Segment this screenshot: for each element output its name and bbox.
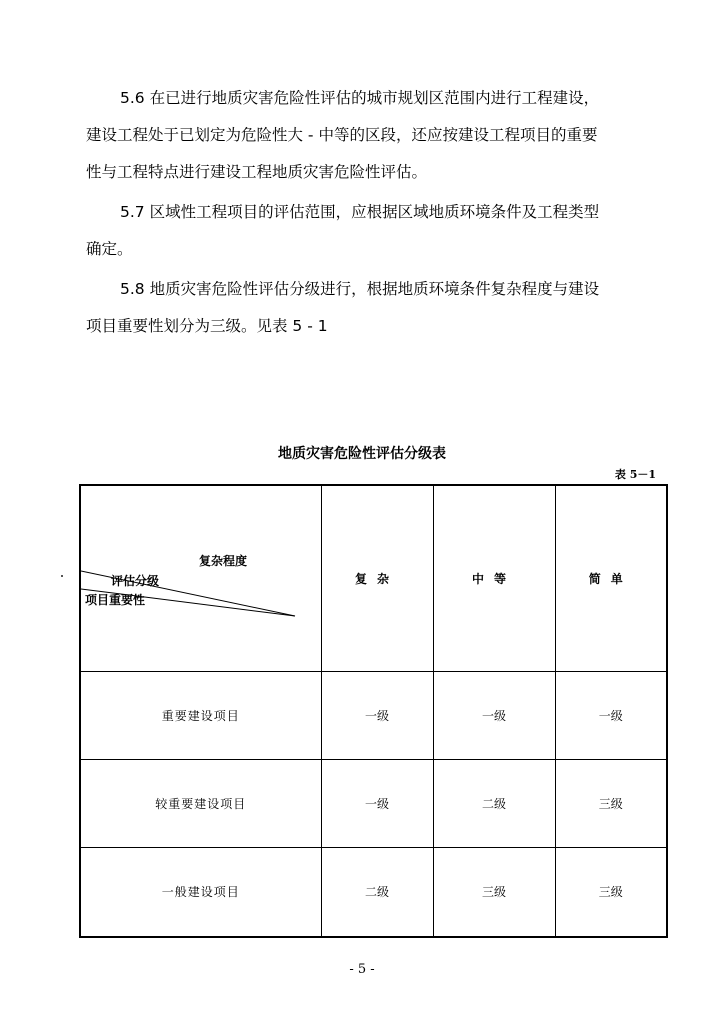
stray-mark bbox=[61, 575, 63, 577]
page-number: - 5 - bbox=[349, 962, 375, 977]
row-label: 较重要建设项目 bbox=[80, 759, 321, 847]
row-label: 重要建设项目 bbox=[80, 671, 321, 759]
table-number: 表 5－1 bbox=[614, 468, 656, 481]
paragraph-line: 5.8 地质灾害危险性评估分级进行，根据地质环境条件复杂程度与建设 bbox=[120, 280, 600, 298]
table-header-row bbox=[80, 485, 667, 671]
column-header-complex: 复杂 bbox=[321, 485, 433, 671]
corner-bottom-label: 项目重要性 bbox=[85, 593, 146, 607]
corner-middle-label: 评估分级 bbox=[111, 574, 160, 588]
grading-table bbox=[79, 484, 668, 938]
grade-cell: 三级 bbox=[433, 847, 555, 937]
grade-cell: 一级 bbox=[555, 671, 667, 759]
paragraph-line: 性与工程特点进行建设工程地质灾害危险性评估。 bbox=[86, 163, 428, 181]
grade-cell: 三级 bbox=[555, 759, 667, 847]
diagonal-header-cell bbox=[80, 485, 321, 671]
grade-cell: 三级 bbox=[555, 847, 667, 937]
paragraph-line: 5.6 在已进行地质灾害危险性评估的城市规划区范围内进行工程建设， bbox=[120, 89, 600, 107]
column-header-medium: 中等 bbox=[433, 485, 555, 671]
grade-cell: 一级 bbox=[321, 671, 433, 759]
table-caption: 地质灾害危险性评估分级表 bbox=[278, 446, 446, 462]
grade-cell: 二级 bbox=[433, 759, 555, 847]
paragraph-5-6 bbox=[86, 80, 658, 191]
grade-cell: 二级 bbox=[321, 847, 433, 937]
table-row bbox=[80, 759, 667, 847]
paragraph-line: 确定。 bbox=[86, 240, 133, 258]
column-header-simple: 简单 bbox=[555, 485, 667, 671]
paragraph-5-8 bbox=[86, 271, 658, 345]
paragraph-5-7 bbox=[86, 194, 658, 268]
paragraph-line: 建设工程处于已划定为危险性大 - 中等的区段，还应按建设工程项目的重要 bbox=[86, 126, 598, 144]
grade-cell: 一级 bbox=[433, 671, 555, 759]
paragraph-line: 5.7 区域性工程项目的评估范围，应根据区域地质环境条件及工程类型 bbox=[120, 203, 600, 221]
paragraph-line: 项目重要性划分为三级。见表 5 - 1 bbox=[86, 317, 328, 335]
table-row bbox=[80, 847, 667, 937]
table-row bbox=[80, 671, 667, 759]
row-label: 一般建设项目 bbox=[80, 847, 321, 937]
grade-cell: 一级 bbox=[321, 759, 433, 847]
corner-top-label: 复杂程度 bbox=[199, 554, 248, 568]
